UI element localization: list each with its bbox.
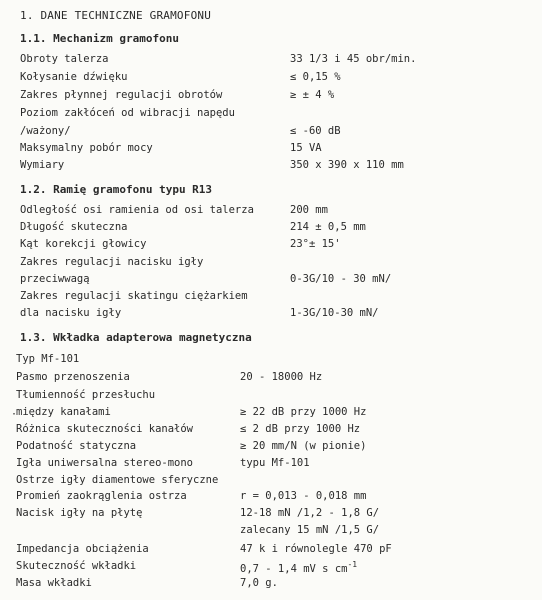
spec-value: typu Mf-101 <box>240 457 310 469</box>
spec-label: Podatność statyczna <box>16 440 137 452</box>
spec-label: Kołysanie dźwięku <box>20 71 128 83</box>
spec-row <box>0 423 542 439</box>
spec-label: Nacisk igły na płytę <box>16 507 143 519</box>
spec-label: Maksymalny pobór mocy <box>20 142 153 154</box>
section-heading-cartridge: 1.3. Wkładka adapterowa magnetyczna <box>20 331 252 344</box>
spec-label: Igła uniwersalna stereo-mono <box>16 457 194 469</box>
spec-value: ≥ ± 4 % <box>290 89 335 101</box>
spec-label: Odległość osi ramienia od osi talerza <box>20 204 254 216</box>
spec-row <box>0 107 542 123</box>
spec-row <box>0 142 542 158</box>
spec-value: ≥ 20 mm/N (w pionie) <box>240 440 367 452</box>
spec-label: /ważony/ <box>20 125 71 137</box>
spec-label: Pasmo przenoszenia <box>16 371 130 383</box>
spec-value: 200 mm <box>290 204 328 216</box>
spec-label: między kanałami <box>16 406 111 418</box>
spec-row <box>0 474 542 490</box>
spec-value: 0,7 - 1,4 mV s cm <box>240 563 348 575</box>
spec-row <box>0 71 542 87</box>
spec-label: Zakres regulacji nacisku igły <box>20 256 204 268</box>
section-heading-mechanism: 1.1. Mechanizm gramofonu <box>20 32 179 45</box>
spec-value: 0-3G/10 - 30 mN/ <box>290 273 392 285</box>
spec-row <box>0 89 542 105</box>
spec-label: Zakres płynnej regulacji obrotów <box>20 89 223 101</box>
spec-row <box>0 204 542 220</box>
spec-label: Poziom zakłóceń od wibracji napędu <box>20 107 235 119</box>
spec-row <box>0 577 542 593</box>
spec-label: Różnica skuteczności kanałów <box>16 423 194 435</box>
spec-row <box>0 221 542 237</box>
spec-row <box>0 406 542 422</box>
spec-row <box>0 389 542 405</box>
spec-label: Masa wkładki <box>16 577 92 589</box>
spec-row <box>0 543 542 559</box>
spec-value: 350 x 390 x 110 mm <box>290 159 404 171</box>
spec-row <box>0 159 542 175</box>
spec-row <box>0 125 542 141</box>
spec-value: 20 - 18000 Hz <box>240 371 323 383</box>
spec-row <box>0 53 542 69</box>
exponent: -1 <box>347 560 358 569</box>
spec-row <box>0 440 542 456</box>
spec-row <box>0 507 542 523</box>
spec-value: ≤ 2 dB przy 1000 Hz <box>240 423 361 435</box>
spec-value: r = 0,013 - 0,018 mm <box>240 490 367 502</box>
spec-value: 1-3G/10-30 mN/ <box>290 307 379 319</box>
spec-label: Promień zaokrąglenia ostrza <box>16 490 187 502</box>
spec-value: 7,0 g. <box>240 577 278 589</box>
spec-value: 23°± 15' <box>290 238 341 250</box>
document-title: 1. DANE TECHNICZNE GRAMOFONU <box>20 9 212 22</box>
spec-row <box>0 371 542 387</box>
spec-row <box>0 307 542 323</box>
spec-value: 33 1/3 i 45 obr/min. <box>290 53 417 65</box>
spec-label: przeciwwagą <box>20 273 90 285</box>
spec-value: ≥ 22 dB przy 1000 Hz <box>240 406 367 418</box>
spec-label: dla nacisku igły <box>20 307 122 319</box>
spec-label: Wymiary <box>20 159 65 171</box>
spec-value: zalecany 15 mN /1,5 G/ <box>240 524 380 536</box>
spec-label: Obroty talerza <box>20 53 109 65</box>
spec-label: Typ Mf-101 <box>16 353 80 365</box>
spec-row <box>0 457 542 473</box>
spec-value: ≤ -60 dB <box>290 125 341 137</box>
spec-label: Ostrze igły diamentowe sferyczne <box>16 474 219 486</box>
spec-row <box>0 560 542 576</box>
spec-value: ≤ 0,15 % <box>290 71 341 83</box>
spec-value-with-exponent <box>240 560 357 575</box>
spec-row <box>0 490 542 506</box>
spec-label: Impedancja obciążenia <box>16 543 149 555</box>
spec-row <box>0 353 542 369</box>
spec-row <box>0 290 542 306</box>
spec-value: 15 VA <box>290 142 322 154</box>
spec-row <box>0 273 542 289</box>
spec-label: Skuteczność wkładki <box>16 560 137 572</box>
spec-row <box>0 524 542 540</box>
spec-label: Kąt korekcji głowicy <box>20 238 147 250</box>
spec-row <box>0 256 542 272</box>
spec-value: 12-18 mN /1,2 - 1,8 G/ <box>240 507 380 519</box>
section-heading-tonearm: 1.2. Ramię gramofonu typu R13 <box>20 183 213 196</box>
spec-value: 47 k i równolegle 470 pF <box>240 543 392 555</box>
spec-label: Długość skuteczna <box>20 221 128 233</box>
spec-label: Tłumienność przesłuchu <box>16 389 156 401</box>
spec-label: Zakres regulacji skatingu ciężarkiem <box>20 290 248 302</box>
spec-row <box>0 238 542 254</box>
spec-value: 214 ± 0,5 mm <box>290 221 366 233</box>
margin-dot: · <box>11 409 18 420</box>
